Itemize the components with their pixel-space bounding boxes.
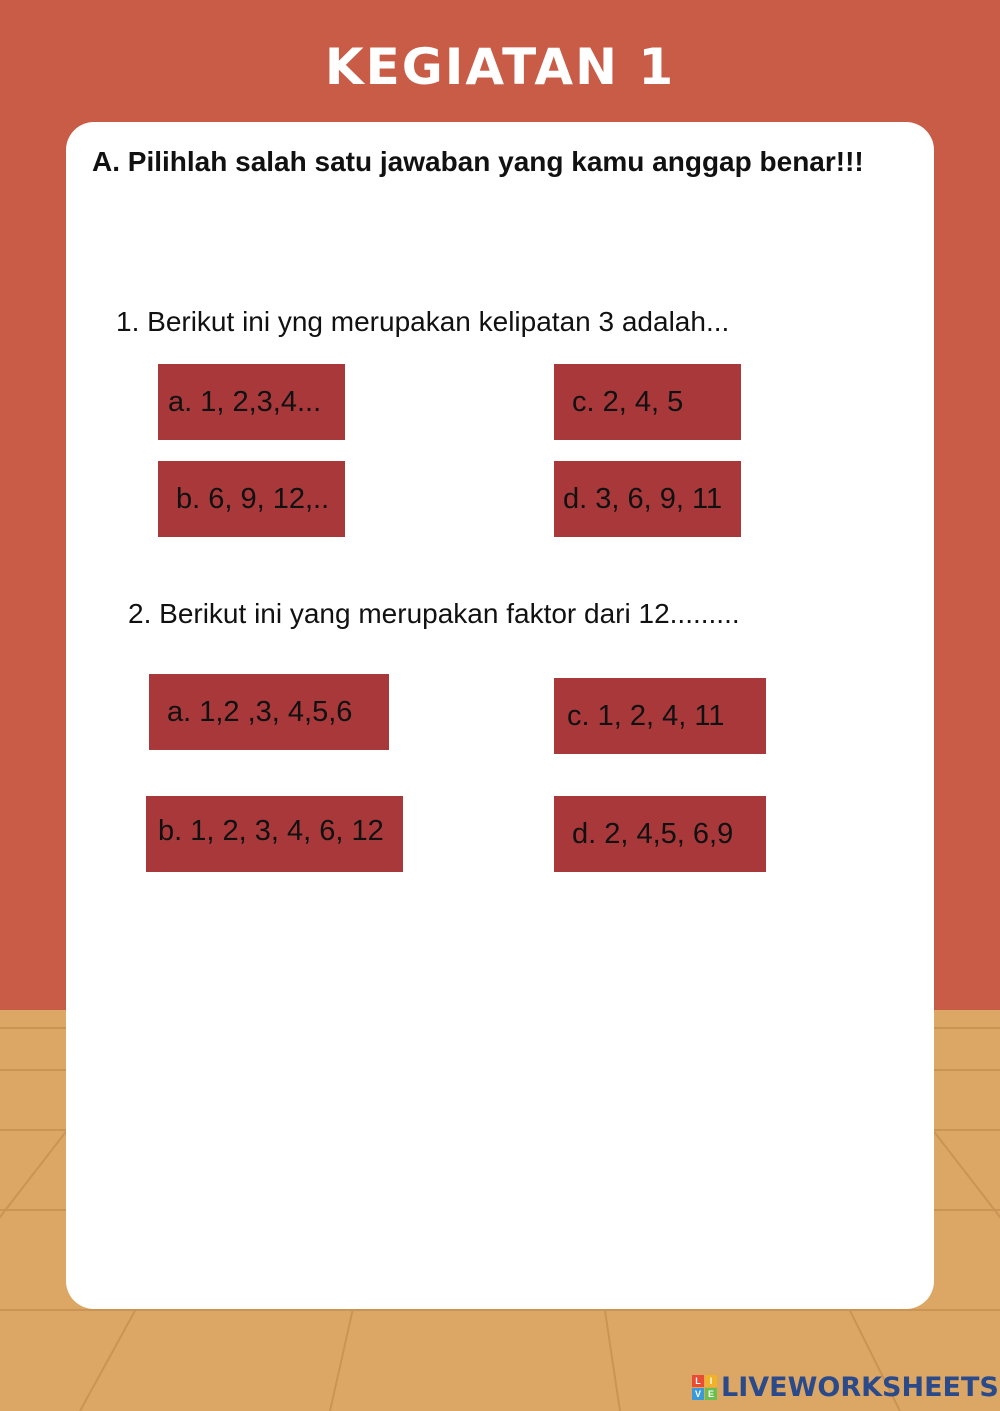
question-1-number: 1. — [116, 306, 140, 337]
question-2-option-c[interactable]: c. 1, 2, 4, 11 — [554, 678, 766, 754]
question-1 — [116, 306, 729, 338]
instruction-text: A. Pilihlah salah satu jawaban yang kamu anggap benar!!! — [92, 146, 864, 177]
question-2-option-b[interactable]: b. 1, 2, 3, 4, 6, 12 — [146, 796, 403, 872]
liveworksheets-logo — [692, 1372, 999, 1402]
logo-mark-icon: L I V E — [692, 1375, 717, 1400]
question-2-option-d[interactable]: d. 2, 4,5, 6,9 — [554, 796, 766, 872]
page-title: KEGIATAN 1 — [324, 38, 676, 96]
question-2 — [128, 598, 740, 630]
question-2-text: Berikut ini yang merupakan faktor dari 12......... — [159, 598, 740, 629]
question-1-option-a[interactable]: a. 1, 2,3,4... — [158, 364, 345, 440]
question-1-option-d[interactable]: d. 3, 6, 9, 11 — [554, 461, 741, 537]
question-1-option-c[interactable]: c. 2, 4, 5 — [554, 364, 741, 440]
question-2-option-a[interactable]: a. 1,2 ,3, 4,5,6 — [149, 674, 389, 750]
question-2-number: 2. — [128, 598, 152, 629]
question-1-text: Berikut ini yng merupakan kelipatan 3 adalah... — [147, 306, 730, 337]
question-1-option-b[interactable]: b. 6, 9, 12,.. — [158, 461, 345, 537]
logo-text: LIVEWORKSHEETS — [721, 1371, 999, 1403]
